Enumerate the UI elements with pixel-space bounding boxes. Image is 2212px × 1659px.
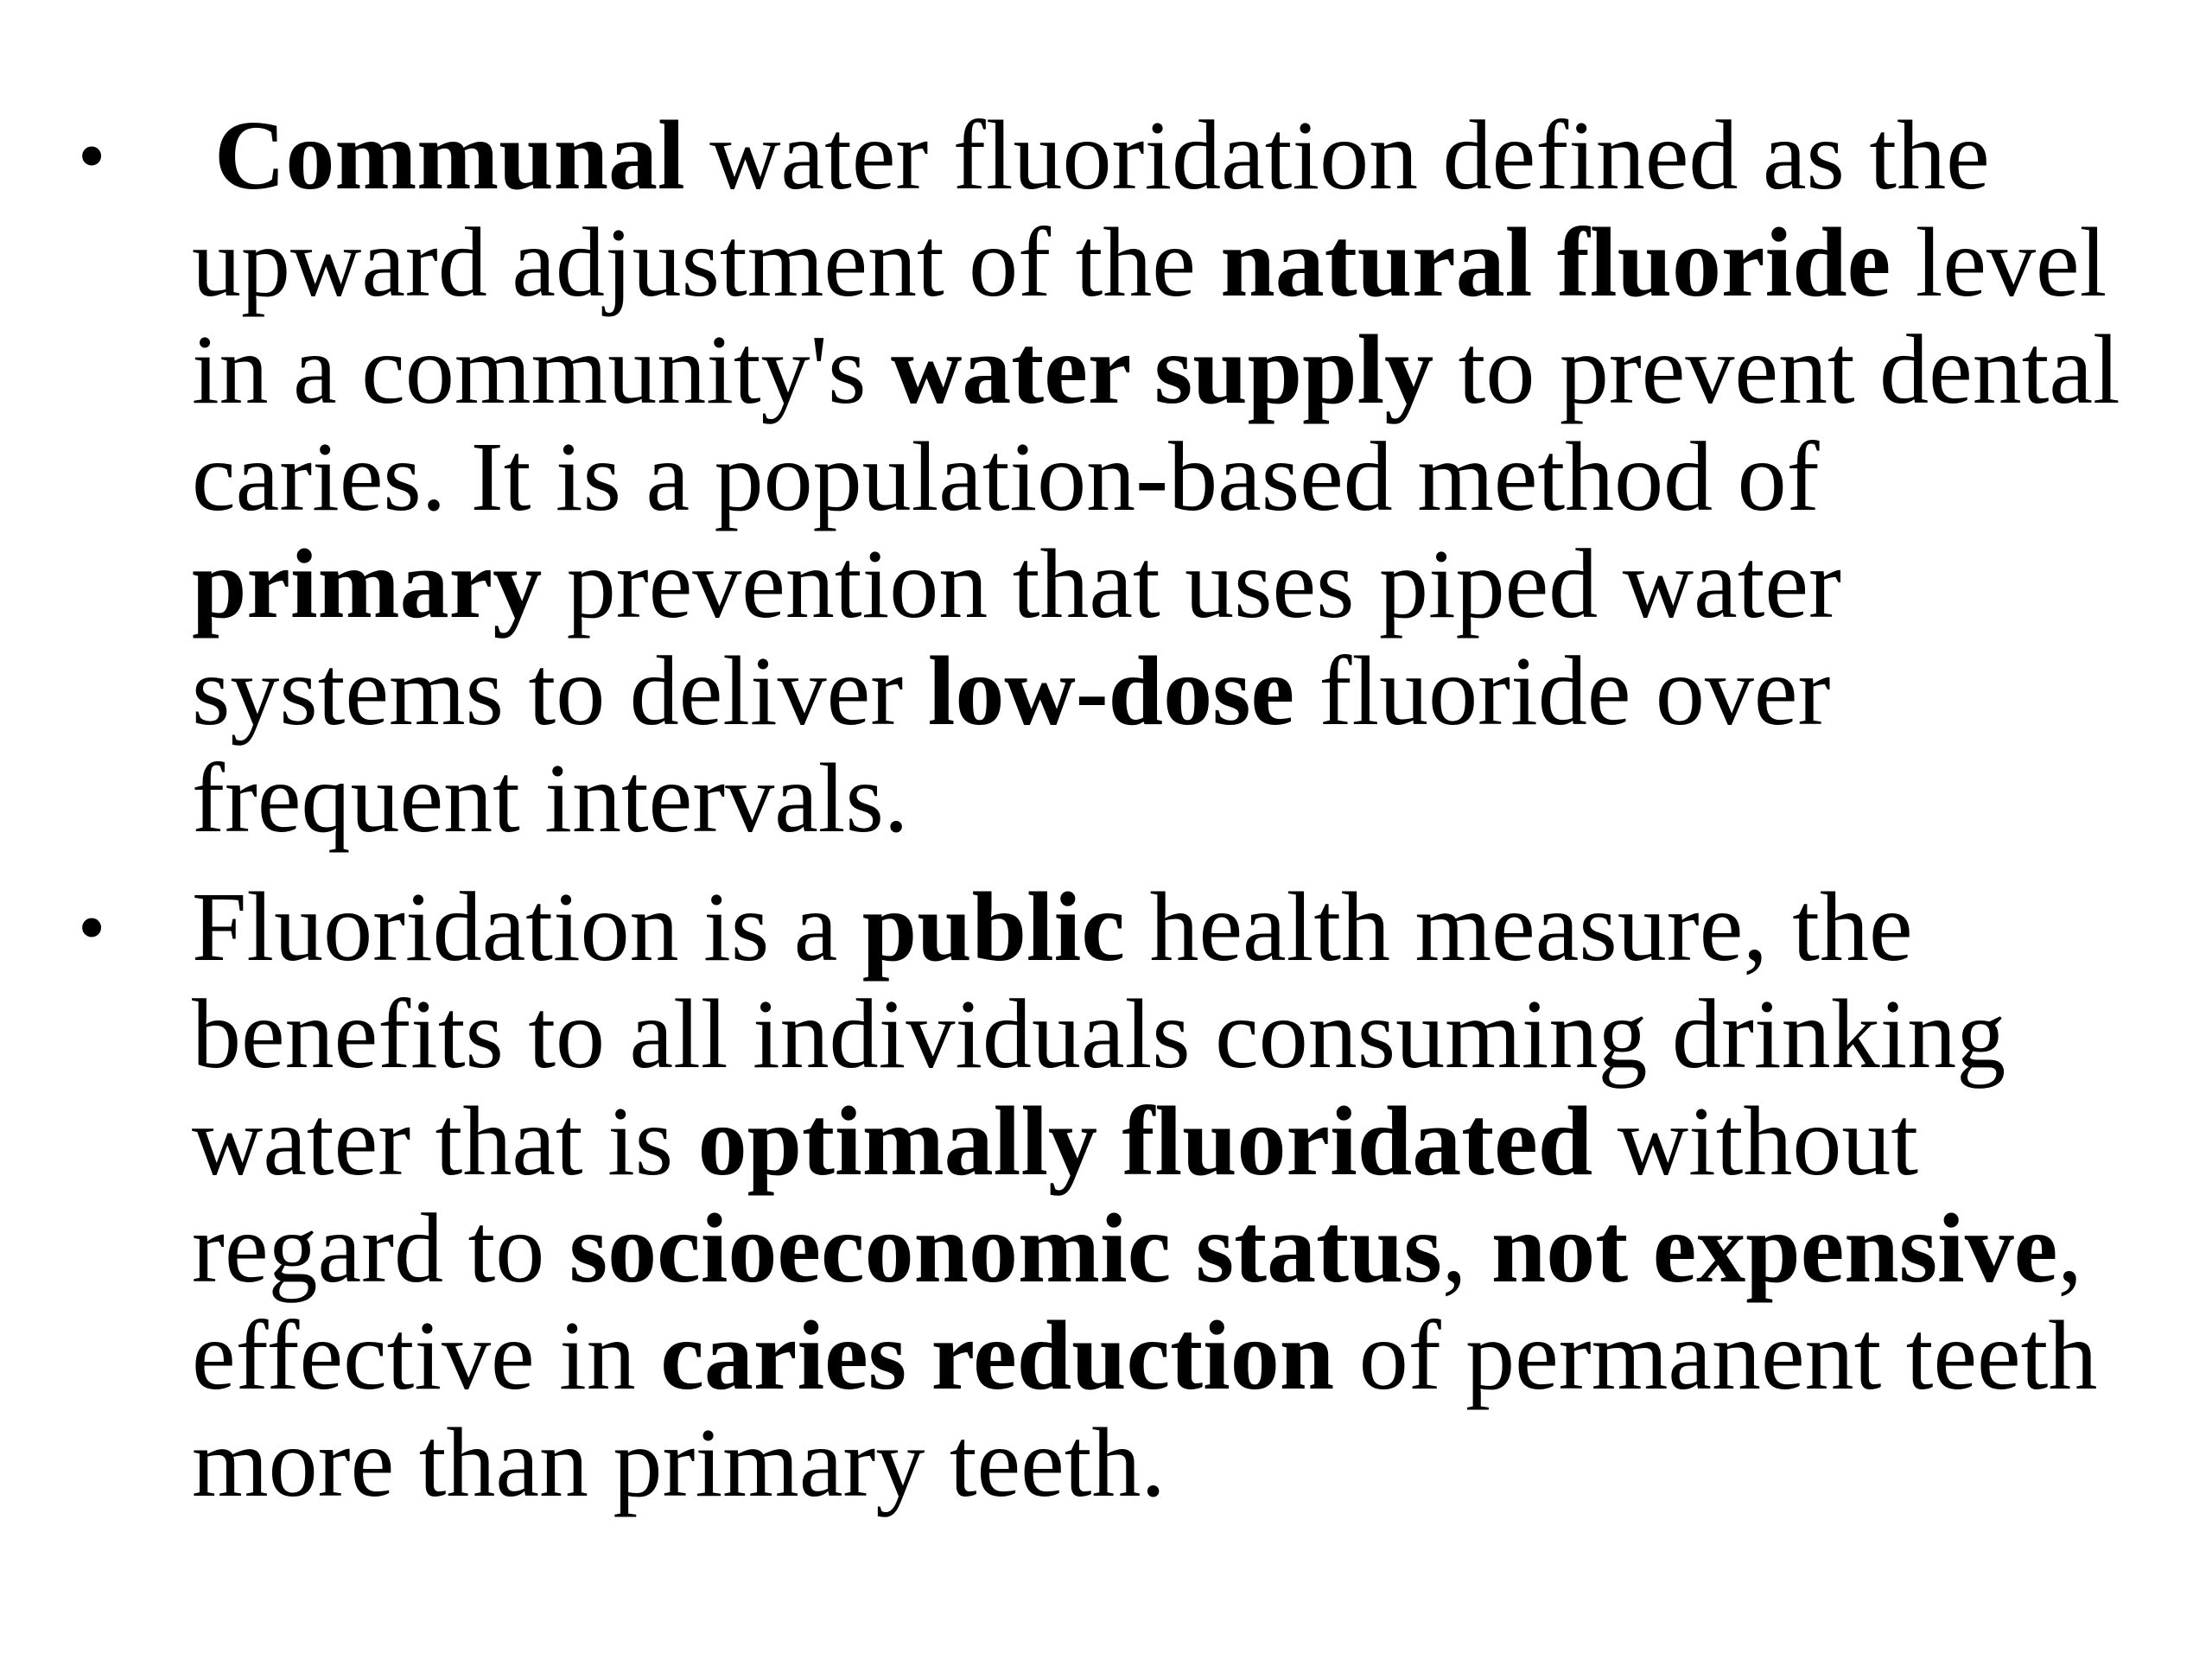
bold-term: socioeconomic status [569, 1193, 1442, 1303]
bullet-item-public-health-measure [78, 874, 2169, 1516]
bullet-text [192, 100, 2120, 853]
text-run: of permanent teeth more than primary teeth. [192, 1300, 2098, 1517]
text-run: without regard to [192, 1086, 1919, 1303]
bold-term: water supply [890, 315, 1434, 424]
text-run: level in a community's [192, 207, 2107, 424]
bullet-text [192, 872, 2097, 1517]
bold-term: public [861, 872, 1125, 982]
text-run: , [1441, 1193, 1491, 1303]
bold-term: Communal [214, 100, 685, 210]
bullet-item-communal-fluoridation [78, 102, 2169, 852]
bold-term: not expensive [1491, 1193, 2058, 1303]
bold-term: natural fluoride [1220, 207, 1891, 317]
text-run: water fluoridation defined as the upward adjustment of the [192, 100, 1990, 317]
text-run: health measure, the benefits to all individuals consuming drinking water that is [192, 872, 2006, 1196]
text-run: to prevent dental caries. It is a population-based method of [192, 315, 2120, 531]
bullet-dot-icon: • [78, 883, 106, 971]
text-run: , effective in [192, 1193, 2082, 1410]
text-run: prevention that uses piped water systems to deliver [192, 529, 1841, 746]
bullet-dot-icon: • [78, 111, 106, 200]
bullet-list [78, 102, 2169, 1516]
text-run: Fluoridation is a [192, 872, 862, 982]
bold-term: primary [192, 529, 543, 639]
bold-term: caries reduction [660, 1300, 1335, 1410]
bold-term: low-dose [927, 636, 1295, 746]
bold-term: optimally fluoridated [697, 1086, 1593, 1196]
text-run: fluoride over frequent intervals. [192, 636, 1831, 853]
